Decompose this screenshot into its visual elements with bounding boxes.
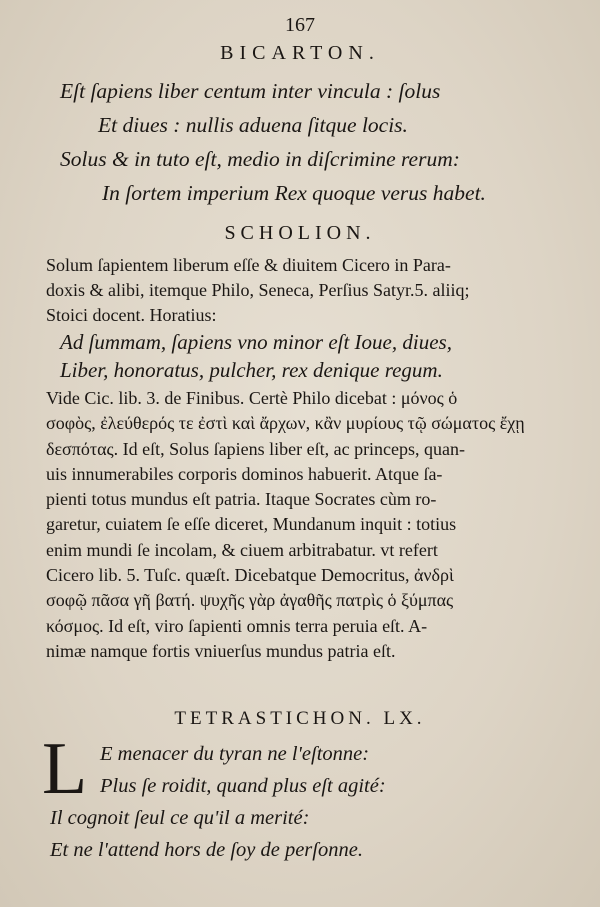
verse-line: Et diues : nullis aduena ſitque locis. [98,113,408,137]
latin-verse [60,74,580,210]
verse-line: Plus ſe roidit, quand plus eſt agité: [100,775,386,797]
french-verse [50,738,570,866]
scholion-intro [46,253,566,328]
prose-line: Stoici docent. Horatius: [46,305,217,325]
prose-line: Vide Cic. lib. 3. de Finibus. Certè Philo dicebat : μόνος ὁ [46,388,458,408]
heading-scholion: SCHOLION. [224,222,376,244]
prose-line: σοφῷ πᾶσα γῆ βατή. ψυχῆς γὰρ ἀγαθῆς πατρὶς ὁ ξύμπας [46,590,454,611]
verse-line: E menacer du tyran ne l'eſtonne: [100,743,370,765]
verse-line: Il cognoit ſeul ce qu'il a merité: [50,807,310,829]
drop-cap: L [42,728,88,810]
prose-line: σοφὸς, ἐλεύθερός τε ἐστὶ καὶ ἄρχων, κἂν μυρίους τῷ σώματος ἔχῃ [46,413,525,434]
verse-line: Eſt ſapiens liber centum inter vincula : ſolus [60,79,441,103]
verse-line: In ſortem imperium Rex quoque verus habet. [102,181,486,205]
heading-bicarton: BICARTON. [220,42,380,64]
prose-line: garetur, cuiatem ſe eſſe diceret, Mundanum inquit : totius [46,514,457,535]
verse-line: Solus & in tuto eſt, medio in diſcrimine rerum: [60,147,460,171]
prose-line: Cicero lib. 5. Tuſc. quæſt. Dicebatque Democritus, ἀνδρὶ [46,565,454,586]
prose-line: uis innumerabiles corporis dominos habuerit. Atque ſa- [46,463,443,484]
prose-line: κόσμος. Id eſt, viro ſapienti omnis terra peruia eſt. A- [46,615,428,636]
prose-line: δεσπότας. Id eſt, Solus ſapiens liber eſt, ac princeps, quan- [46,438,466,459]
scholion-body [46,386,566,664]
page-number: 167 [285,14,315,36]
quote-line: Ad ſummam, ſapiens vno minor eſt Ioue, diues, [60,330,452,354]
prose-line: nimæ namque fortis vniuerſus mundus patria eſt. [46,640,396,661]
verse-line: Et ne l'attend hors de ſoy de perſonne. [50,839,363,861]
prose-line: doxis & alibi, itemque Philo, Seneca, Perſius Satyr.5. aliiq; [46,280,470,300]
prose-line: pienti totus mundus eſt patria. Itaque Socrates cùm ro- [46,489,437,510]
quote-line: Liber, honoratus, pulcher, rex denique regum. [60,358,443,382]
horace-quote [60,328,580,384]
prose-line: enim mundi ſe incolam, & ciuem arbitrabatur. vt refert [46,539,438,560]
prose-line: Solum ſapientem liberum eſſe & diuitem Cicero in Para- [46,255,451,275]
heading-tetrastichon: TETRASTICHON. LX. [174,708,426,729]
